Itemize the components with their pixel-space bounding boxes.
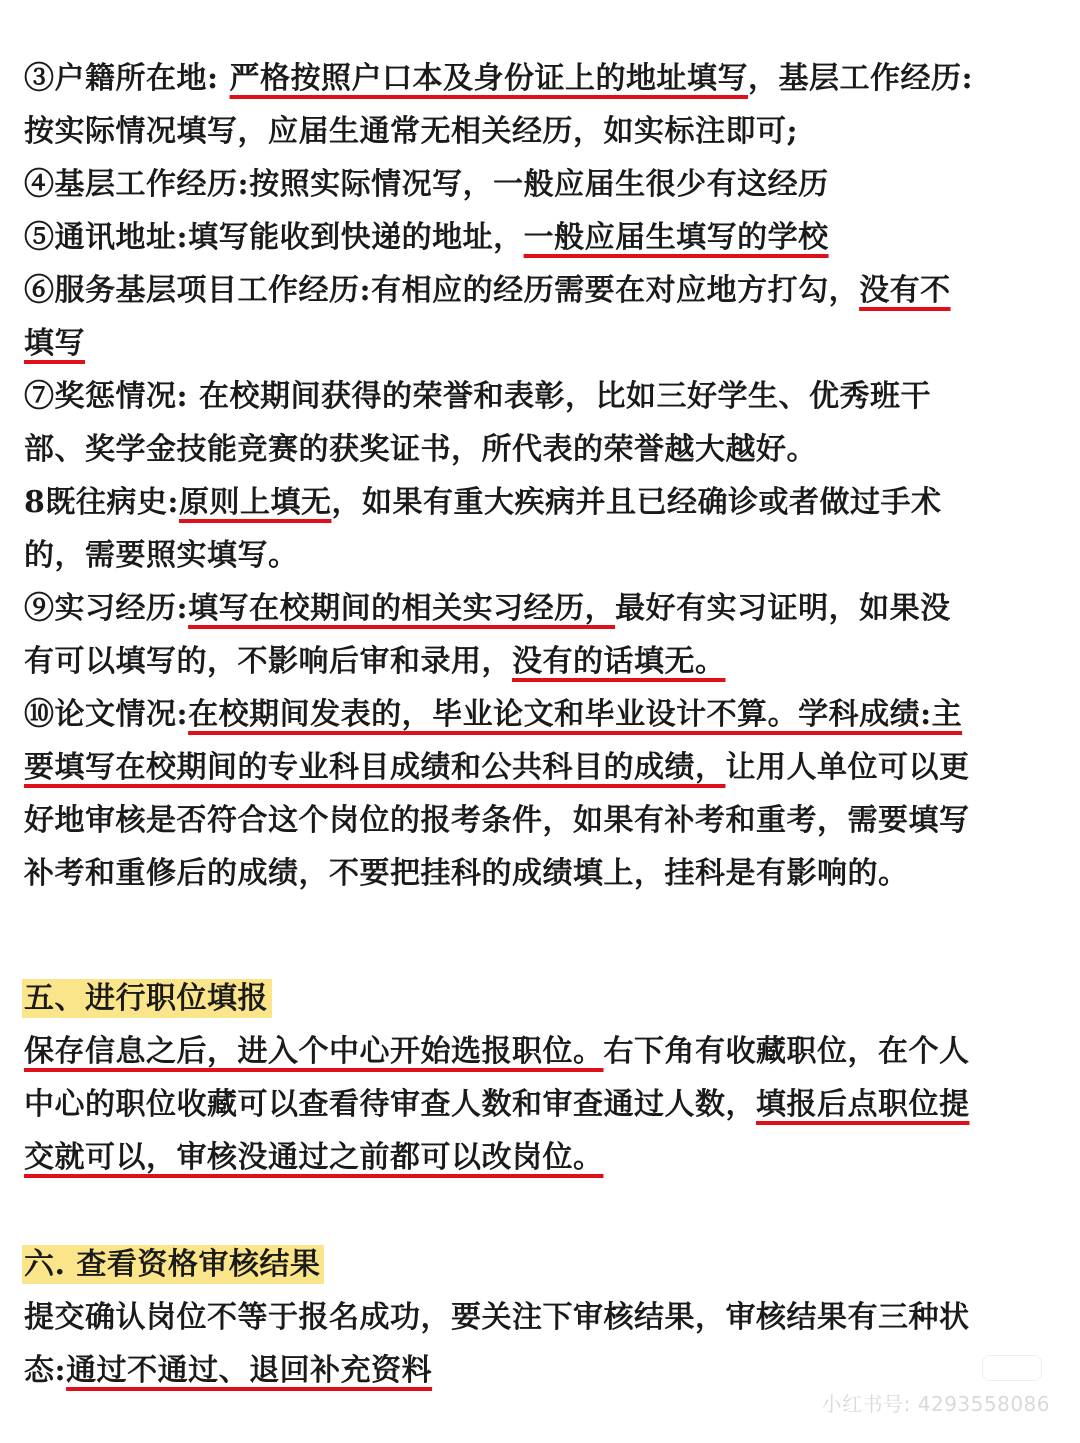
underlined-emphasis: 原则上填无 (178, 485, 332, 520)
text-segment: 中心的职位收藏可以查看待审查人数和审查通过人数， (24, 1087, 756, 1122)
text-segment: 好地审核是否符合这个岗位的报考条件，如果有补考和重考，需要填写 (24, 803, 970, 838)
text-segment: 态: (24, 1353, 67, 1388)
underlined-emphasis: 没有的话填无。 (512, 644, 726, 679)
underlined-emphasis: 交就可以，审核没通过之前都可以改岗位。 (24, 1140, 604, 1175)
underlined-emphasis: 要填写在校期间的专业科目成绩和公共科目的成绩， (24, 750, 726, 785)
text-line (24, 635, 1064, 688)
text-line (24, 847, 1064, 900)
underlined-emphasis: 填写 (24, 326, 85, 361)
text-segment: ⑥服务基层项目工作经历:有相应的经历需要在对应地方打勾， (24, 273, 860, 308)
underlined-emphasis: 保存信息之后，进入个中心开始选报职位。 (24, 1034, 604, 1069)
text-line (24, 688, 1064, 741)
text-line (24, 1291, 1064, 1344)
text-segment: ④基层工作经历:按照实际情况写，一般应届生很少有这经历 (24, 167, 829, 202)
text-segment: ，如果有重大疾病并且已经确诊或者做过手术 (331, 485, 942, 520)
text-line (24, 1131, 1064, 1184)
text-line (24, 105, 1064, 158)
text-segment: 提交确认岗位不等于报名成功，要关注下审核结果，审核结果有三种状 (24, 1300, 970, 1335)
text-line (24, 158, 1064, 211)
text-line (24, 52, 1064, 105)
text-segment: ⑨实习经历: (24, 591, 189, 626)
section-heading: 六. 查看资格审核结果 (22, 1245, 324, 1284)
underlined-emphasis: 通过不通过、退回补充资料 (66, 1353, 433, 1388)
text-segment: 右下角有收藏职位，在个人 (603, 1034, 970, 1069)
text-segment: ⑩论文情况: (24, 697, 189, 732)
text-segment: 有可以填写的，不影响后审和录用， (24, 644, 512, 679)
text-line (24, 582, 1064, 635)
section-gap (24, 1184, 1064, 1238)
watermark: 小红书号: 4293558086 (821, 1392, 1050, 1416)
text-segment: ③户籍所在地: (24, 61, 230, 96)
text-segment: 的，需要照实填写。 (24, 538, 299, 573)
text-line (24, 529, 1064, 582)
text-segment: 8既往病史: (24, 485, 179, 520)
text-segment: 部、奖学金技能竞赛的获奖证书，所代表的荣誉越大越好。 (24, 432, 817, 467)
text-line (24, 370, 1064, 423)
text-line (24, 1078, 1064, 1131)
text-segment: 让用人单位可以更 (725, 750, 970, 785)
text-segment: 按实际情况填写，应届生通常无相关经历，如实标注即可; (24, 114, 799, 149)
text-line (24, 423, 1064, 476)
text-segment: 最好有实习证明，如果没 (615, 591, 951, 626)
text-line (24, 476, 1064, 529)
section-heading: 五、进行职位填报 (22, 979, 272, 1018)
text-line (24, 317, 1064, 370)
text-line (24, 1238, 1064, 1291)
text-line (24, 1025, 1064, 1078)
underlined-emphasis: 严格按照户口本及身份证上的地址填写 (229, 61, 749, 96)
section-gap (24, 900, 1064, 972)
underlined-emphasis: 填报后点职位提 (756, 1087, 970, 1122)
text-line (24, 794, 1064, 847)
text-line (24, 741, 1064, 794)
underlined-emphasis: 没有不 (859, 273, 951, 308)
xiaohongshu-logo-icon (982, 1355, 1042, 1381)
text-segment: ⑤通讯地址:填写能收到快递的地址， (24, 220, 524, 255)
underlined-emphasis: 填写在校期间的相关实习经历， (188, 591, 616, 626)
text-line (24, 211, 1064, 264)
document-body (24, 52, 1064, 1397)
underlined-emphasis: 在校期间发表的，毕业论文和毕业设计不算。学科成绩:主 (188, 697, 963, 732)
text-line (24, 972, 1064, 1025)
text-segment: ⑦奖惩情况: 在校期间获得的荣誉和表彰，比如三好学生、优秀班干 (24, 379, 932, 414)
underlined-emphasis: 一般应届生填写的学校 (523, 220, 829, 255)
text-line (24, 264, 1064, 317)
text-segment: 补考和重修后的成绩，不要把挂科的成绩填上，挂科是有影响的。 (24, 856, 909, 891)
text-segment: ，基层工作经历: (748, 61, 974, 96)
